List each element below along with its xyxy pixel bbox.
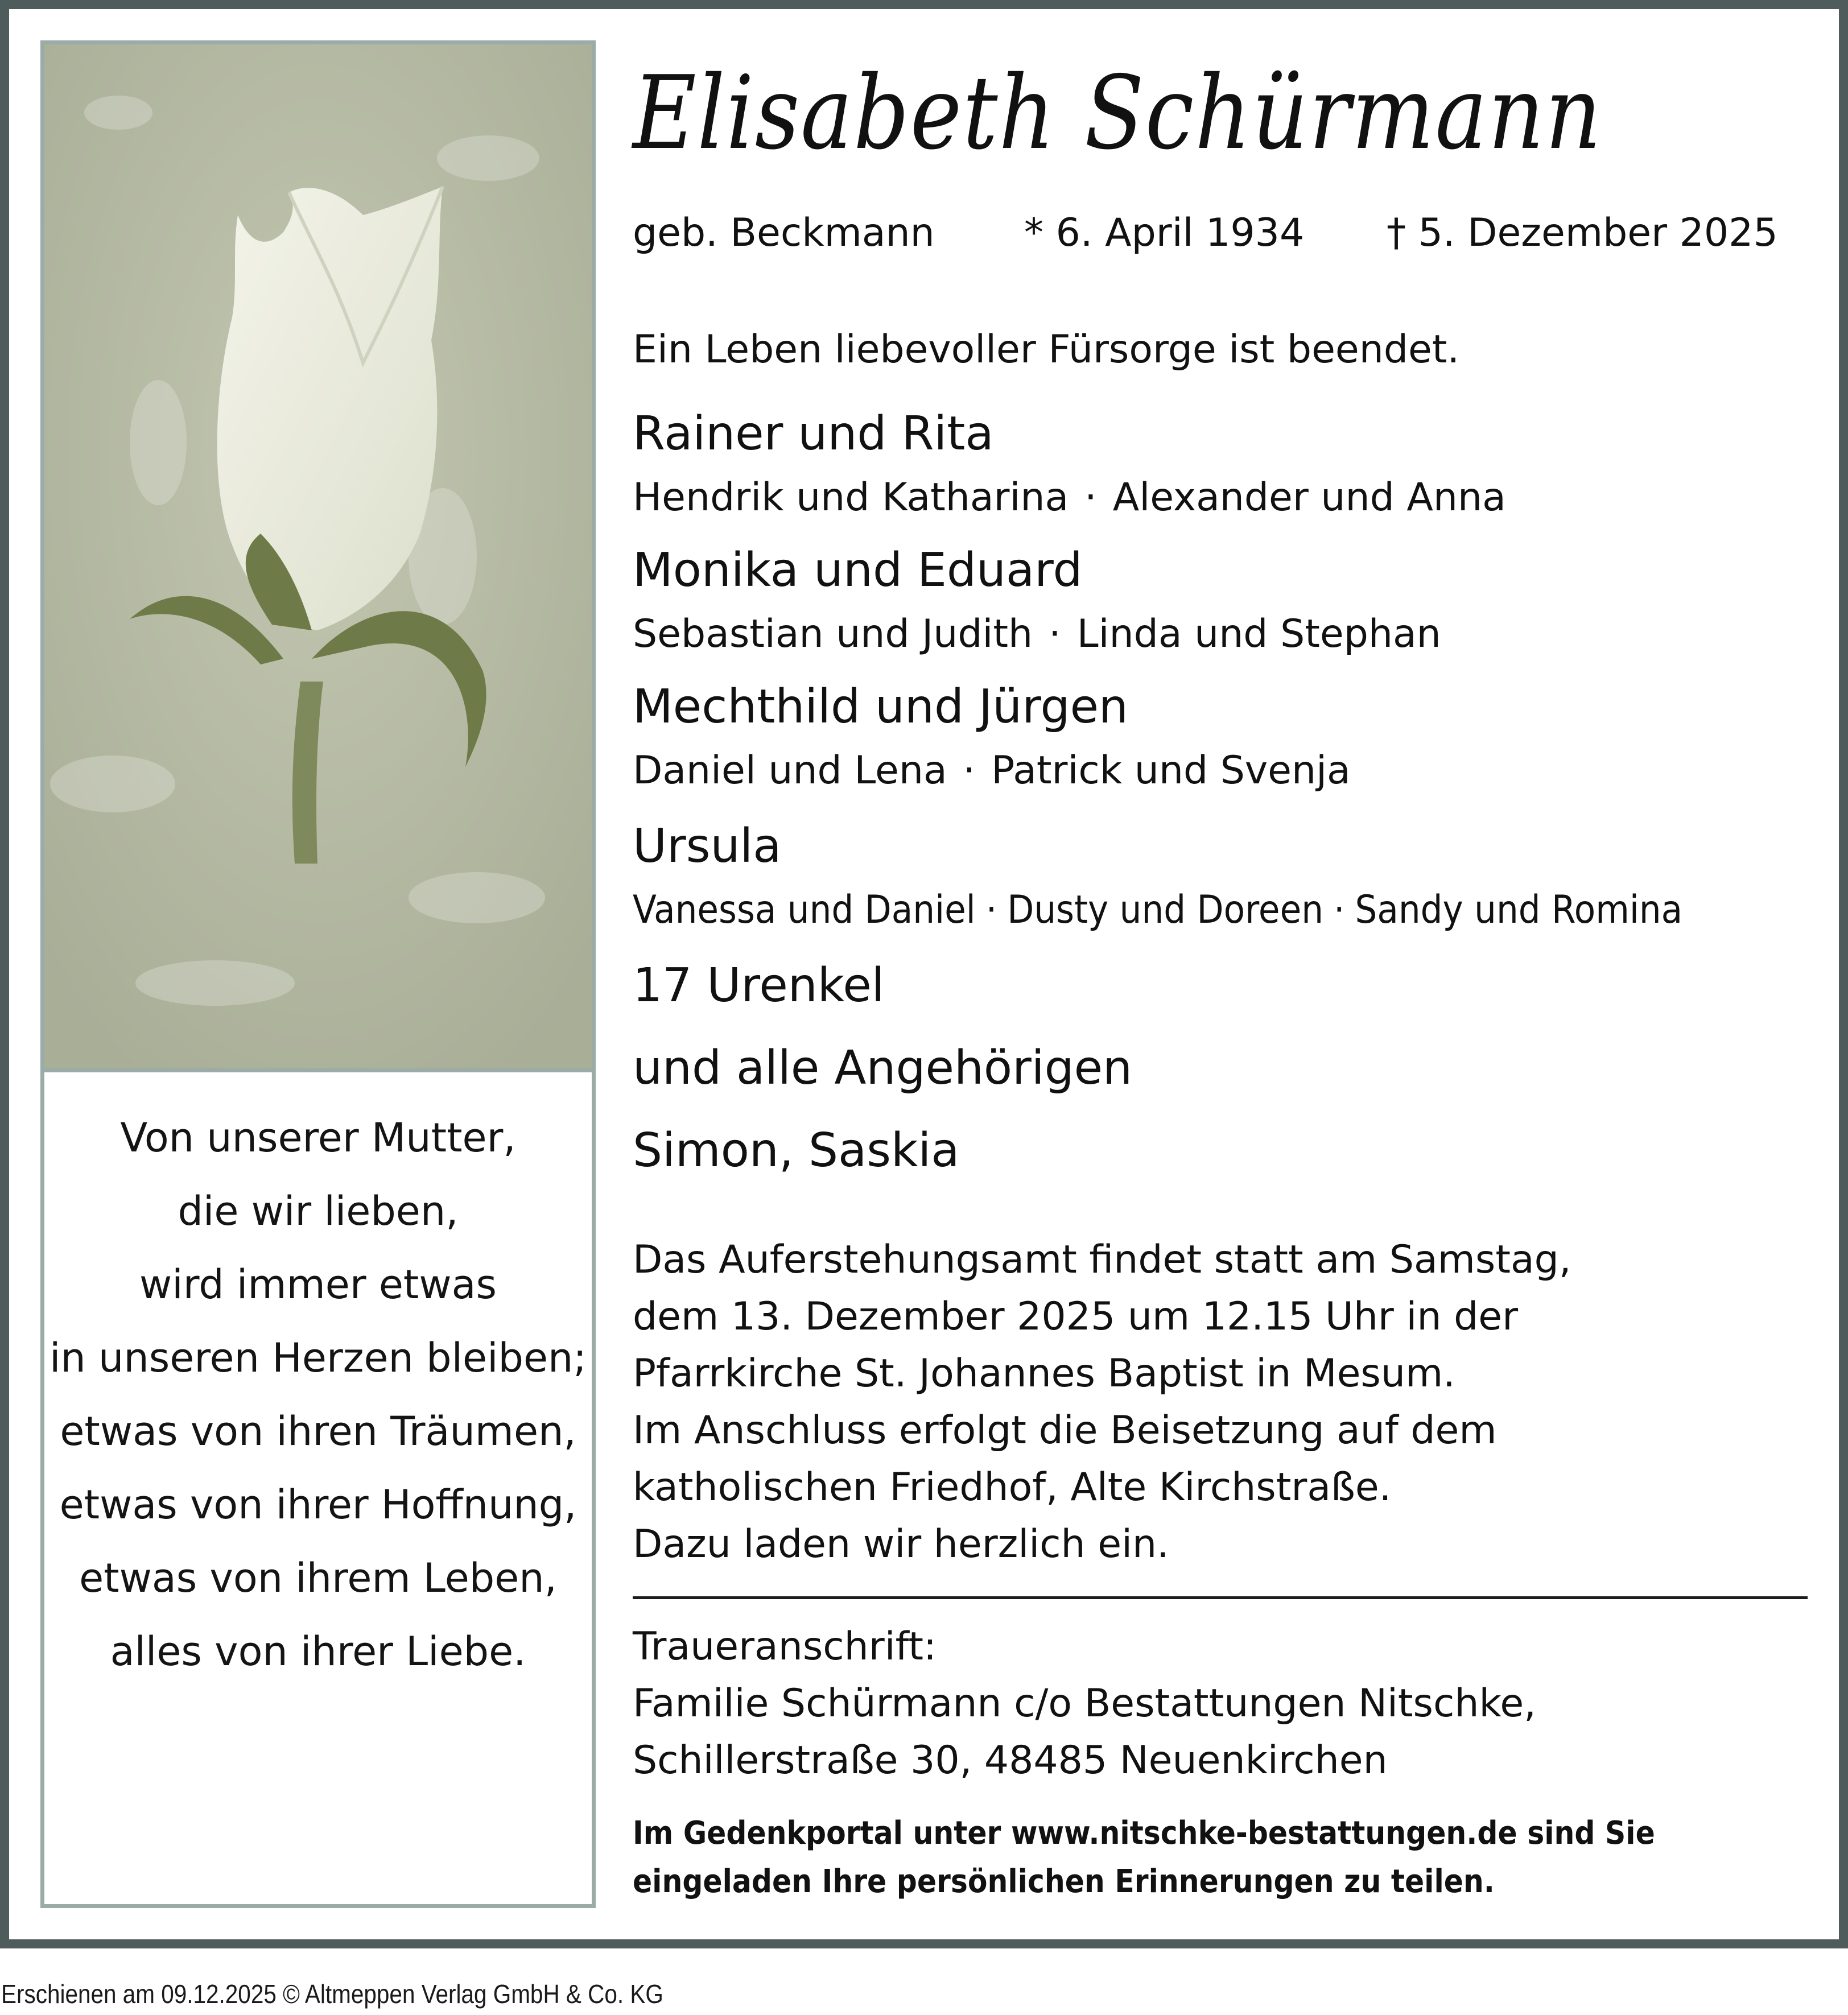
poem-line: alles von ihrer Liebe.: [110, 1628, 526, 1675]
poem: [44, 1101, 592, 1688]
grandchild: Linda und Stephan: [1076, 612, 1441, 656]
poem-line: Von unserer Mutter,: [120, 1114, 516, 1161]
portal-text: Im Gedenkportal unter www.nitschke-bestattungen.de sind Sie: [633, 1815, 1655, 1852]
mourner-sub: [633, 475, 1506, 520]
poem-line: in unseren Herzen bleiben;: [49, 1335, 587, 1381]
separator-dot: ·: [1084, 475, 1097, 520]
intro-text: Ein Leben liebevoller Fürsorge ist beendet.: [633, 327, 1460, 372]
mourner-main: Mechthild und Jürgen: [633, 680, 1129, 734]
extra-names: Simon, Saskia: [633, 1124, 960, 1178]
mourner-sub: [633, 887, 1682, 932]
mourner-main: Monika und Eduard: [633, 543, 1083, 597]
white-rose-icon: [44, 44, 592, 1068]
poem-line: etwas von ihrem Leben,: [79, 1555, 557, 1601]
grandchild: Dusty und Doreen: [1007, 887, 1324, 932]
death-date: † 5. Dezember 2025: [1387, 210, 1778, 255]
birth-date: * 6. April 1934: [1024, 210, 1305, 255]
all-relatives: und alle Angehörigen: [633, 1041, 1133, 1095]
separator-dot: ·: [1334, 887, 1345, 932]
service-line: dem 13. Dezember 2025 um 12.15 Uhr in der: [633, 1294, 1519, 1339]
separator-dot: ·: [963, 748, 976, 793]
address-line: Schillerstraße 30, 48485 Neuenkirchen: [633, 1738, 1388, 1783]
mourner-main: Rainer und Rita: [633, 407, 994, 461]
mourner-sub: [633, 612, 1441, 656]
rose-photo: [44, 44, 592, 1068]
service-line: Pfarrkirche St. Johannes Baptist in Mesum.: [633, 1351, 1455, 1396]
poem-line: wird immer etwas: [139, 1261, 497, 1308]
service-line: Das Auferstehungsamt findet statt am Samstag,: [633, 1237, 1571, 1282]
publication-footer: Erschienen am 09.12.2025 © Altmeppen Verlag GmbH & Co. KG: [1, 1979, 663, 2009]
grandchild: Alexander und Anna: [1112, 475, 1506, 520]
service-line: katholischen Friedhof, Alte Kirchstraße.: [633, 1465, 1392, 1510]
poem-line: etwas von ihren Träumen,: [60, 1408, 576, 1455]
grandchild: Patrick und Svenja: [991, 748, 1351, 793]
photo-divider: [44, 1068, 592, 1072]
address-label: Traueranschrift:: [633, 1624, 937, 1669]
grandchild: Sandy und Romina: [1355, 887, 1683, 932]
great-grandchildren: 17 Urenkel: [633, 959, 885, 1013]
section-divider: [633, 1596, 1808, 1599]
deceased-name: Elisabeth Schürmann: [633, 54, 1603, 172]
mourner-sub: [633, 748, 1351, 793]
poem-line: die wir lieben,: [178, 1188, 459, 1234]
maiden-name: geb. Beckmann: [633, 210, 935, 255]
separator-dot: ·: [1049, 612, 1061, 656]
separator-dot: ·: [985, 887, 997, 932]
grandchild: Hendrik und Katharina: [633, 475, 1069, 520]
portal-text: eingeladen Ihre persönlichen Erinnerungen zu teilen.: [633, 1863, 1495, 1900]
mourner-main: Ursula: [633, 819, 782, 873]
service-line: Dazu laden wir herzlich ein.: [633, 1522, 1169, 1567]
left-panel: [40, 40, 596, 1908]
poem-line: etwas von ihrer Hoffnung,: [59, 1481, 577, 1528]
service-line: Im Anschluss erfolgt die Beisetzung auf dem: [633, 1408, 1497, 1453]
grandchild: Vanessa und Daniel: [633, 887, 976, 932]
grandchild: Sebastian und Judith: [633, 612, 1033, 656]
grandchild: Daniel und Lena: [633, 748, 947, 793]
address-line: Familie Schürmann c/o Bestattungen Nitschke,: [633, 1681, 1536, 1726]
